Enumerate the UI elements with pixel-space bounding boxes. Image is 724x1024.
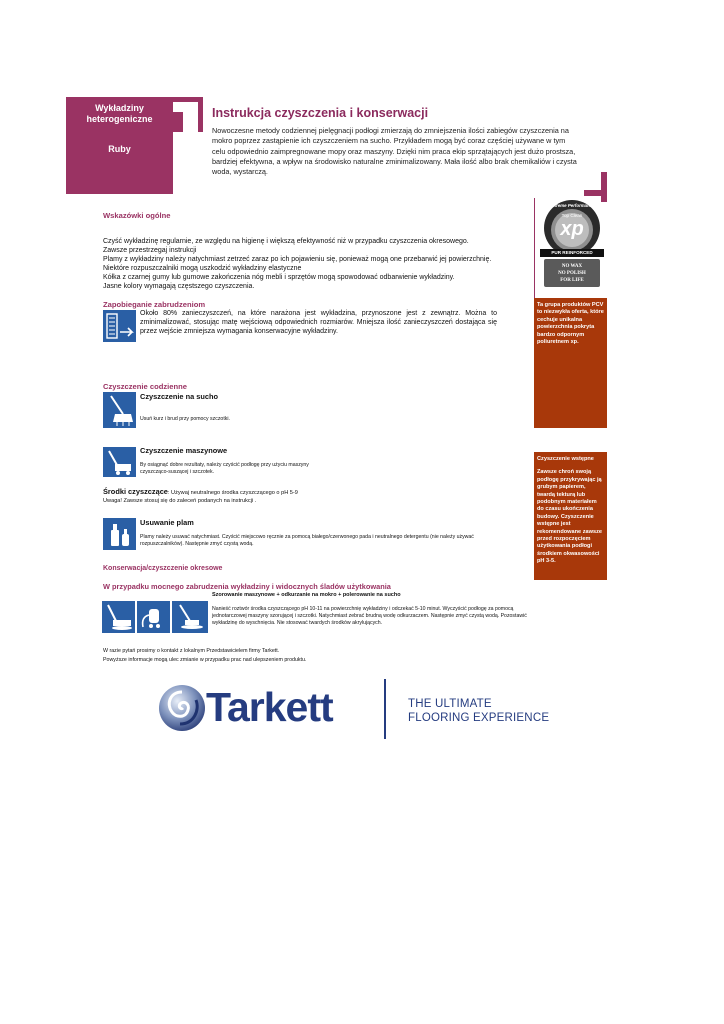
stain-removal-text: Plamy należy usuwać natychmiast. Czyścić miejscowo ręcznie za pomocą białego/czerwonego pada i neutralnego detergentu (nie należy używać rozpuszczalników). Następnie zmyć czystą wodą.	[140, 534, 474, 547]
badge-no-wax-3: FOR LIFE	[560, 278, 584, 283]
general-line: Czyść wykładzinę regularnie, ze względu na higienę i większą efektywność niż w przypadku czyszczenia okresowego.	[103, 238, 469, 245]
general-line: Kółka z czarnej gumy lub gumowe zakończenia nóg mebli i sprzętów mogą spowodować odbarwienie wykładziny.	[103, 273, 455, 281]
footer-notes	[103, 647, 306, 665]
badge-pur: PUR REINFORCED	[540, 249, 604, 257]
general-line: Niektóre rozpuszczalniki mogą uszkodzić wykładziny elastyczne	[103, 264, 302, 272]
xp-info-box	[534, 298, 607, 428]
entrance-mat-icon	[103, 310, 136, 342]
machine-cleaning-text: By osiągnąć dobre rezultaty, należy czyścić podłogę przy użyciu maszyny czyszcząco-suszącej i szczotek.	[140, 462, 309, 475]
cleaning-agents-label: Środki czyszczące	[103, 487, 168, 496]
badge-no-wax-1: NO WAX	[561, 264, 583, 269]
pre-cleaning-box	[534, 452, 607, 580]
machine-cleaning-title: Czyszczenie maszynowe	[140, 446, 228, 455]
pre-cleaning-text: Zawsze chroń swoją podłogę przykrywając ją grubym papierem, twardą tekturą lub podobnym materiałem do czasu ukończenia budowy. Czyszczenie wstępne jest rekomendowane zawsze przed rozpoczęciem użytkowania podłogi środkiem okwasowości pH 3-5.	[537, 469, 602, 565]
cleaning-agents-text: : Używaj neutralnego środka czyszczącego o pH 5-9	[167, 490, 298, 496]
corner-bracket-inner	[173, 112, 183, 132]
tagline-line-1: THE ULTIMATE	[408, 698, 492, 710]
stain-removal-title: Usuwanie plam	[140, 518, 194, 527]
product-line-1: Wykładziny	[95, 103, 144, 113]
pre-cleaning-title: Czyszczenie wstępne	[537, 456, 594, 462]
footer-line-2: Powyższe informacje mogą ulec zmianie w przypadku prac nad ulepszeniem produktu.	[103, 657, 307, 663]
spray-bottle-icon	[103, 518, 136, 550]
product-line-2: heterogeniczne	[86, 114, 153, 124]
xp-performance-badge	[538, 199, 606, 289]
intro-paragraph: Nowoczesne metody codziennej pielęgnacji podłogi zmierzają do zmniejszenia ilości zabiegów czyszczenia na mokro poprzez zastąpienie ich czyszczeniem na sucho. Przykładem mogą być coraz częściej używane w tym celu odpowiednio zaimpregnowane mopy oraz maszyny. Dzięki nim praca ekip sprzątających jest dużo prostsza, bardziej efektywna, a wpływ na środowisko naturalne zminimalizowany. Mała ilość albo brak chemikaliów i czysta woda, wystarczą.	[212, 126, 577, 177]
corner-bracket-side	[198, 97, 203, 132]
dry-cleaning-text: Usuń kurz i brud przy pomocy szczotki.	[140, 416, 230, 422]
periodic-text: Nanieść roztwór środka czyszczącego pH 10-11 na powierzchnię wykładziny i odczekać 5-10 minut. Wyczyścić podłogę za pomocą jednotarczowej maszyny szorującej i szczotki. Natychmiast zebrać brudną wodę odkurzaczem. Następnie zmyć czystą wodą. Pozostawić wykładzinę do wyschnięcia. Nie stosować twardych środków akrylujących.	[212, 606, 527, 626]
polisher-icon	[172, 601, 208, 633]
general-line: Jasne kolory wymagają częstszego czyszczenia.	[103, 282, 255, 290]
corner-bracket-right-v	[601, 172, 607, 202]
daily-heading: Czyszczenie codzienne	[103, 382, 187, 391]
general-line: Plamy z wykładziny należy natychmiast zetrzeć zaraz po ich pojawieniu się, ponieważ mogą one przebarwić jej powierzchnię.	[103, 255, 492, 263]
periodic-heading: Konserwacja/czyszczenie okresowe	[103, 565, 223, 572]
cleaning-agents-note: Uwaga! Zawsze stosuj się do zaleceń podanych na instrukcji .	[103, 498, 257, 504]
badge-arc-text: Extreme Performance	[549, 203, 595, 208]
prevention-text: Około 80% zanieczyszczeń, na które narażona jest wykładzina, przynoszone jest z zewnątrz. Można to zminimalizować, stosując matę wejściową odpowiednich rozmiarów. Mniejsza ilość zanieczyszczeń dostająca się przez wejście zmniejsza wymagania konserwacyjne wykładziny.	[140, 310, 497, 335]
corner-bracket-right-h	[584, 190, 607, 196]
brand-tagline	[408, 697, 549, 725]
scrubber-machine-icon	[103, 447, 136, 477]
general-line: Zawsze przestrzegaj instrukcji	[103, 246, 197, 254]
right-column-rule	[534, 198, 535, 298]
periodic-subheading: W przypadku mocnego zabrudzenia wykładziny i widocznych śladów użytkowania	[103, 582, 391, 591]
wet-vacuum-icon	[137, 601, 170, 633]
footer-line-1: W razie pytań prosimy o kontakt z lokalnym Przedstawicielem firmy Tarkett.	[103, 648, 280, 654]
tarkett-logo-icon	[158, 684, 206, 732]
tagline-line-2: FLOORING EXPERIENCE	[408, 712, 550, 724]
broom-icon	[103, 392, 136, 428]
dry-cleaning-title: Czyszczenie na sucho	[140, 392, 219, 401]
periodic-steps: Szorowanie maszynowe + odkurzanie na mokro + polerowanie na sucho	[212, 592, 401, 598]
badge-no-wax-2: NO POLISH	[558, 271, 586, 276]
badge-top-clean: Top Clean	[561, 213, 583, 218]
brand-divider	[384, 679, 386, 739]
tarkett-wordmark: Tarkett	[206, 684, 333, 730]
scrubbing-machine-icon	[102, 601, 135, 633]
general-list	[103, 238, 523, 291]
cleaning-agents	[103, 488, 403, 505]
badge-xp: xp	[560, 218, 584, 240]
prevention-heading: Zapobieganie zabrudzeniom	[103, 300, 206, 309]
product-label-box	[66, 97, 173, 194]
product-name: Ruby	[108, 144, 131, 154]
page-title: Instrukcja czyszczenia i konserwacji	[212, 106, 429, 120]
xp-info-text: Ta grupa produktów PCV to niezwykła oferta, które cechuje unikalna powierzchnia pokryta bardzo odpornym poliuretnem xp.	[537, 302, 604, 346]
badge-no-wax	[544, 259, 600, 287]
general-heading: Wskazówki ogólne	[103, 211, 171, 220]
